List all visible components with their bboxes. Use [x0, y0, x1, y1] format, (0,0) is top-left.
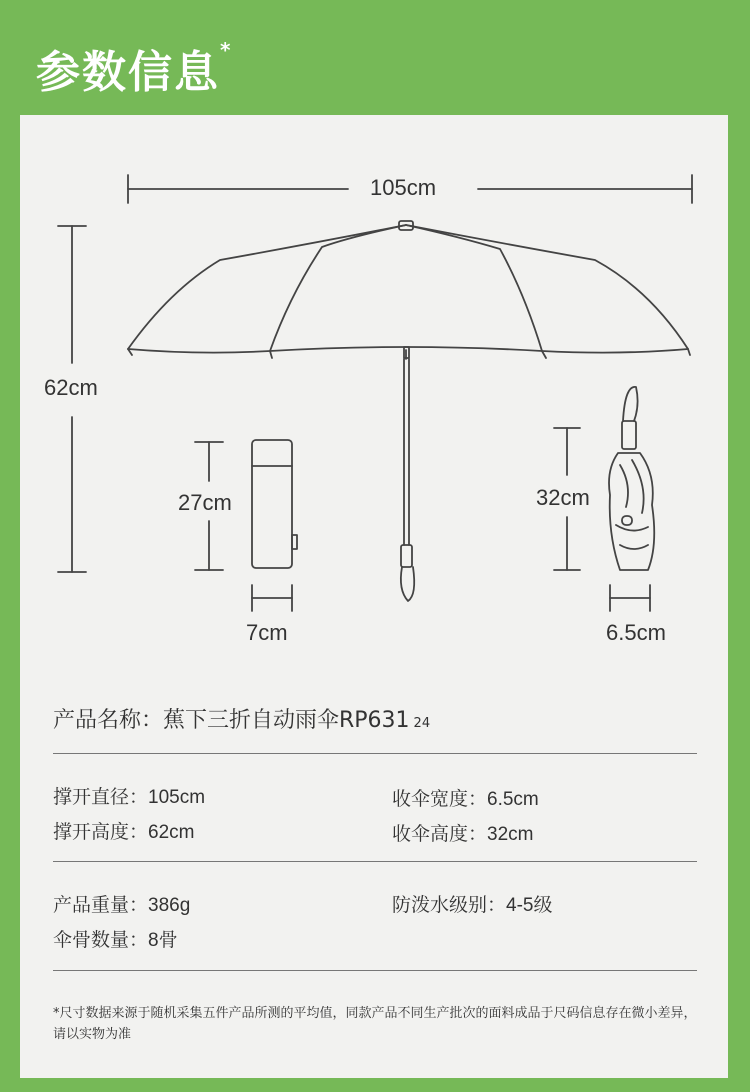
folded-button: [622, 516, 632, 525]
footnote: *尺寸数据来源于随机采集五件产品所测的平均值，同款产品不同生产批次的面料成品于尺码信息存在微小差异，请以实物为准: [53, 1006, 697, 1042]
spec-folded-height: [392, 819, 533, 846]
spec-water-repellent: [392, 890, 552, 917]
divider-1: [53, 753, 697, 754]
umbrella-canopy: [128, 225, 688, 349]
folded-handle: [622, 421, 636, 449]
spec-label: 产品重量：: [53, 894, 149, 916]
spec-label: 撑开直径：: [53, 786, 149, 808]
spec-value: 6.5cm: [487, 789, 539, 810]
folded-strap: [623, 387, 638, 421]
title-asterisk: *: [220, 38, 233, 62]
spec-value: 105cm: [148, 787, 206, 808]
folded-height-label: 32cm: [536, 485, 590, 510]
spec-open-diameter: [53, 782, 205, 809]
spec-folded-width: [392, 784, 539, 811]
umbrella-shaft: [404, 359, 409, 545]
spec-value: 32cm: [487, 824, 534, 845]
case-height-label: 27cm: [178, 490, 232, 515]
spec-weight: [53, 890, 190, 917]
spec-label: 收伞宽度：: [392, 788, 488, 810]
page-title: [36, 36, 232, 100]
open-width-label: 105cm: [370, 175, 437, 200]
folded-width-label: 6.5cm: [606, 620, 666, 645]
spec-value: 8骨: [148, 930, 178, 951]
divider-3: [53, 970, 697, 971]
spec-label: 撑开高度：: [53, 821, 149, 843]
umbrella-case: [252, 440, 292, 568]
spec-value: 4-5级: [506, 895, 553, 916]
umbrella-rib-right-inner: [406, 225, 542, 351]
spec-label: 防泼水级别：: [392, 894, 507, 916]
spec-ribs: [53, 925, 178, 952]
umbrella-handle: [401, 545, 412, 567]
spec-label: 伞骨数量：: [53, 929, 149, 951]
product-name-text: 产品名称：蕉下三折自动雨伞RP631: [53, 708, 410, 733]
spec-value: 62cm: [148, 822, 195, 843]
umbrella-rib-left-inner: [270, 225, 406, 351]
product-name: [53, 703, 430, 734]
open-height-label: 62cm: [44, 375, 98, 400]
case-width-label: 7cm: [246, 620, 288, 645]
spec-card: [20, 115, 728, 1078]
product-code-suffix: 24: [413, 716, 431, 731]
spec-label: 收伞高度：: [392, 823, 488, 845]
case-clip: [292, 535, 297, 549]
spec-value: 386g: [148, 895, 191, 916]
spec-open-height: [53, 817, 194, 844]
folded-canopy: [609, 453, 654, 570]
title-text: 参数信息: [36, 47, 220, 98]
divider-2: [53, 861, 697, 862]
folded-canopy-folds: [616, 460, 648, 549]
umbrella-strap: [401, 567, 414, 601]
